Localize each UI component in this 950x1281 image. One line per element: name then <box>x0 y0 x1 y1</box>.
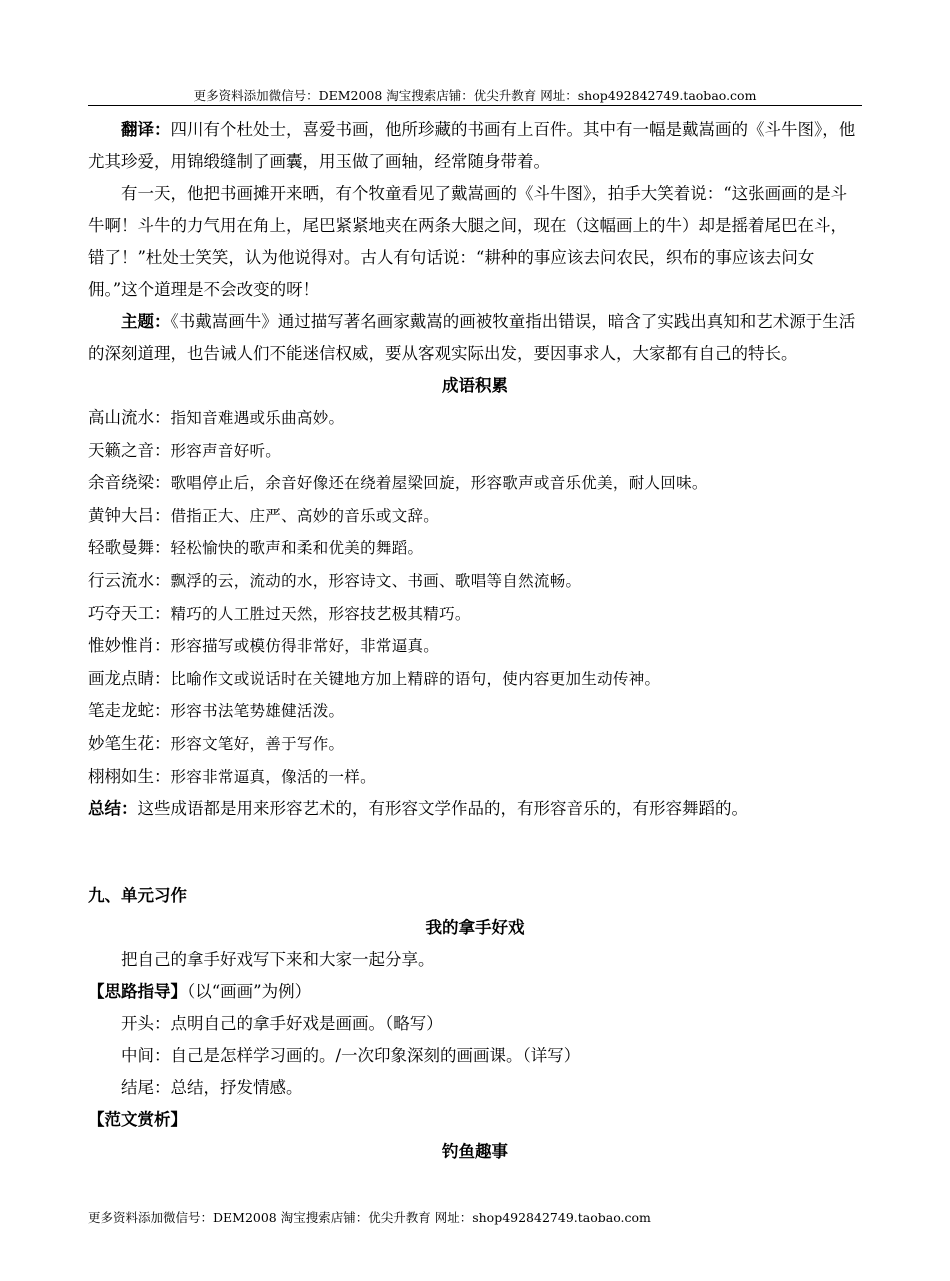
idiom-item <box>88 435 862 468</box>
idiom-term: 画龙点睛： <box>88 668 171 688</box>
outline-item: 开头：点明自己的拿手好戏是画画。（略写） <box>121 1014 443 1034</box>
translation-paragraph-1 <box>88 114 862 178</box>
theme-paragraph <box>88 306 862 370</box>
idiom-term: 妙笔生花： <box>88 733 171 753</box>
idiom-item <box>88 565 862 598</box>
idiom-term: 余音绕梁： <box>88 473 171 493</box>
summary-text: 这些成语都是用来形容艺术的，有形容文学作品的，有形容音乐的，有形容舞蹈的。 <box>137 799 748 819</box>
idiom-definition: 歌唱停止后，余音好像还在绕着屋梁回旋，形容歌声或音乐优美，耐人回味。 <box>170 474 708 493</box>
guide-label: 【思路指导】 <box>88 982 187 1002</box>
idiom-item <box>88 467 862 500</box>
idioms-summary <box>88 793 862 825</box>
idiom-definition: 形容书法笔势雄健活泼。 <box>170 702 345 721</box>
translation-label: 翻译： <box>121 120 171 139</box>
page-header: 更多资料添加微信号：DEM2008 淘宝搜索店铺：优尖升教育 网址：shop492842749.taobao.com <box>193 88 757 103</box>
document-body <box>88 114 862 1168</box>
sample-title: 钓鱼趣事 <box>442 1142 508 1162</box>
idiom-definition: 飘浮的云，流动的水，形容诗文、书画、歌唱等自然流畅。 <box>170 571 582 590</box>
section-spacer <box>88 825 862 880</box>
idiom-term: 天籁之音： <box>88 440 171 460</box>
guide-line <box>88 976 862 1008</box>
idiom-item <box>88 532 862 565</box>
idiom-item <box>88 663 862 696</box>
idiom-definition: 形容描写或模仿得非常好，非常逼真。 <box>170 637 440 656</box>
idiom-term: 高山流水： <box>88 408 171 427</box>
idiom-term: 黄钟大吕： <box>88 505 171 525</box>
idiom-term: 行云流水： <box>88 570 171 590</box>
page-footer: 更多资料添加微信号：DEM2008 淘宝搜索店铺：优尖升教育 网址：shop492842749.taobao.com <box>88 1210 651 1225</box>
summary-label: 总结： <box>88 799 138 819</box>
idioms-title: 成语积累 <box>442 376 508 395</box>
outline-item: 结尾：总结，抒发情感。 <box>121 1078 303 1098</box>
outline-item: 中间：自己是怎样学习画的。/一次印象深刻的画画课。（详写） <box>121 1046 581 1066</box>
idiom-term: 栩栩如生： <box>88 766 171 786</box>
idiom-term: 惟妙惟肖： <box>88 636 171 656</box>
translation-text-1: 四川有个杜处士，喜爱书画，他所珍藏的书画有上百件。其中有一幅是戴嵩画的《斗牛图》，他尤其珍爱，用锦缎缝制了画囊，用玉做了画轴，经常随身带着。 <box>88 120 856 171</box>
idiom-definition: 形容非常逼真，像活的一样。 <box>170 767 376 786</box>
idiom-definition: 借指正大、庄严、高妙的音乐或文辞。 <box>170 506 440 525</box>
idiom-item <box>88 402 862 435</box>
idiom-term: 巧夺天工： <box>88 603 171 623</box>
idiom-item <box>88 761 862 794</box>
theme-text: 《书戴嵩画牛》通过描写著名画家戴嵩的画被牧童指出错误，暗含了实践出真知和艺术源于生活的深刻道理，也告诫人们不能迷信权威，要从客观实际出发，要因事求人，大家都有自己的特长。 <box>88 312 856 363</box>
idiom-item <box>88 630 862 663</box>
essay-intro: 把自己的拿手好戏写下来和大家一起分享。 <box>121 950 435 970</box>
idiom-definition: 形容声音好听。 <box>170 441 282 460</box>
sample-label: 【范文赏析】 <box>88 1110 187 1130</box>
idiom-definition: 精巧的人工胜过天然，形容技艺极其精巧。 <box>170 604 471 623</box>
idiom-item <box>88 598 862 631</box>
idiom-item <box>88 728 862 761</box>
idiom-item <box>88 500 862 533</box>
idiom-definition: 轻松愉快的歌声和柔和优美的舞蹈。 <box>170 539 424 558</box>
translation-paragraph-2: 有一天，他把书画摊开来晒，有个牧童看见了戴嵩画的《斗牛图》，拍手大笑着说：“这张画画的是斗牛啊！斗牛的力气用在角上，尾巴紧紧地夹在两条大腿之间，现在（这幅画上的牛）却是摇着尾巴在斗，错了！”杜处士笑笑，认为他说得对。古人有句话说：“耕种的事应该去问农民，织布的事应该去问女佣。”这个道理是不会改变的呀！ <box>88 184 848 299</box>
idiom-list <box>88 402 862 793</box>
unit-heading: 九、单元习作 <box>88 886 187 906</box>
guide-note: （以“画画”为例） <box>187 982 312 1002</box>
idiom-term: 轻歌曼舞： <box>88 538 171 558</box>
essay-title: 我的拿手好戏 <box>425 918 525 938</box>
idiom-item <box>88 695 862 728</box>
header-divider <box>88 105 862 106</box>
theme-label: 主题： <box>121 312 171 331</box>
idiom-definition: 形容文笔好，善于写作。 <box>170 734 345 753</box>
idiom-term: 笔走龙蛇： <box>88 701 171 721</box>
idiom-definition: 指知音难遇或乐曲高妙。 <box>170 409 345 427</box>
idiom-definition: 比喻作文或说话时在关键地方加上精辟的语句，使内容更加生动传神。 <box>170 669 661 688</box>
